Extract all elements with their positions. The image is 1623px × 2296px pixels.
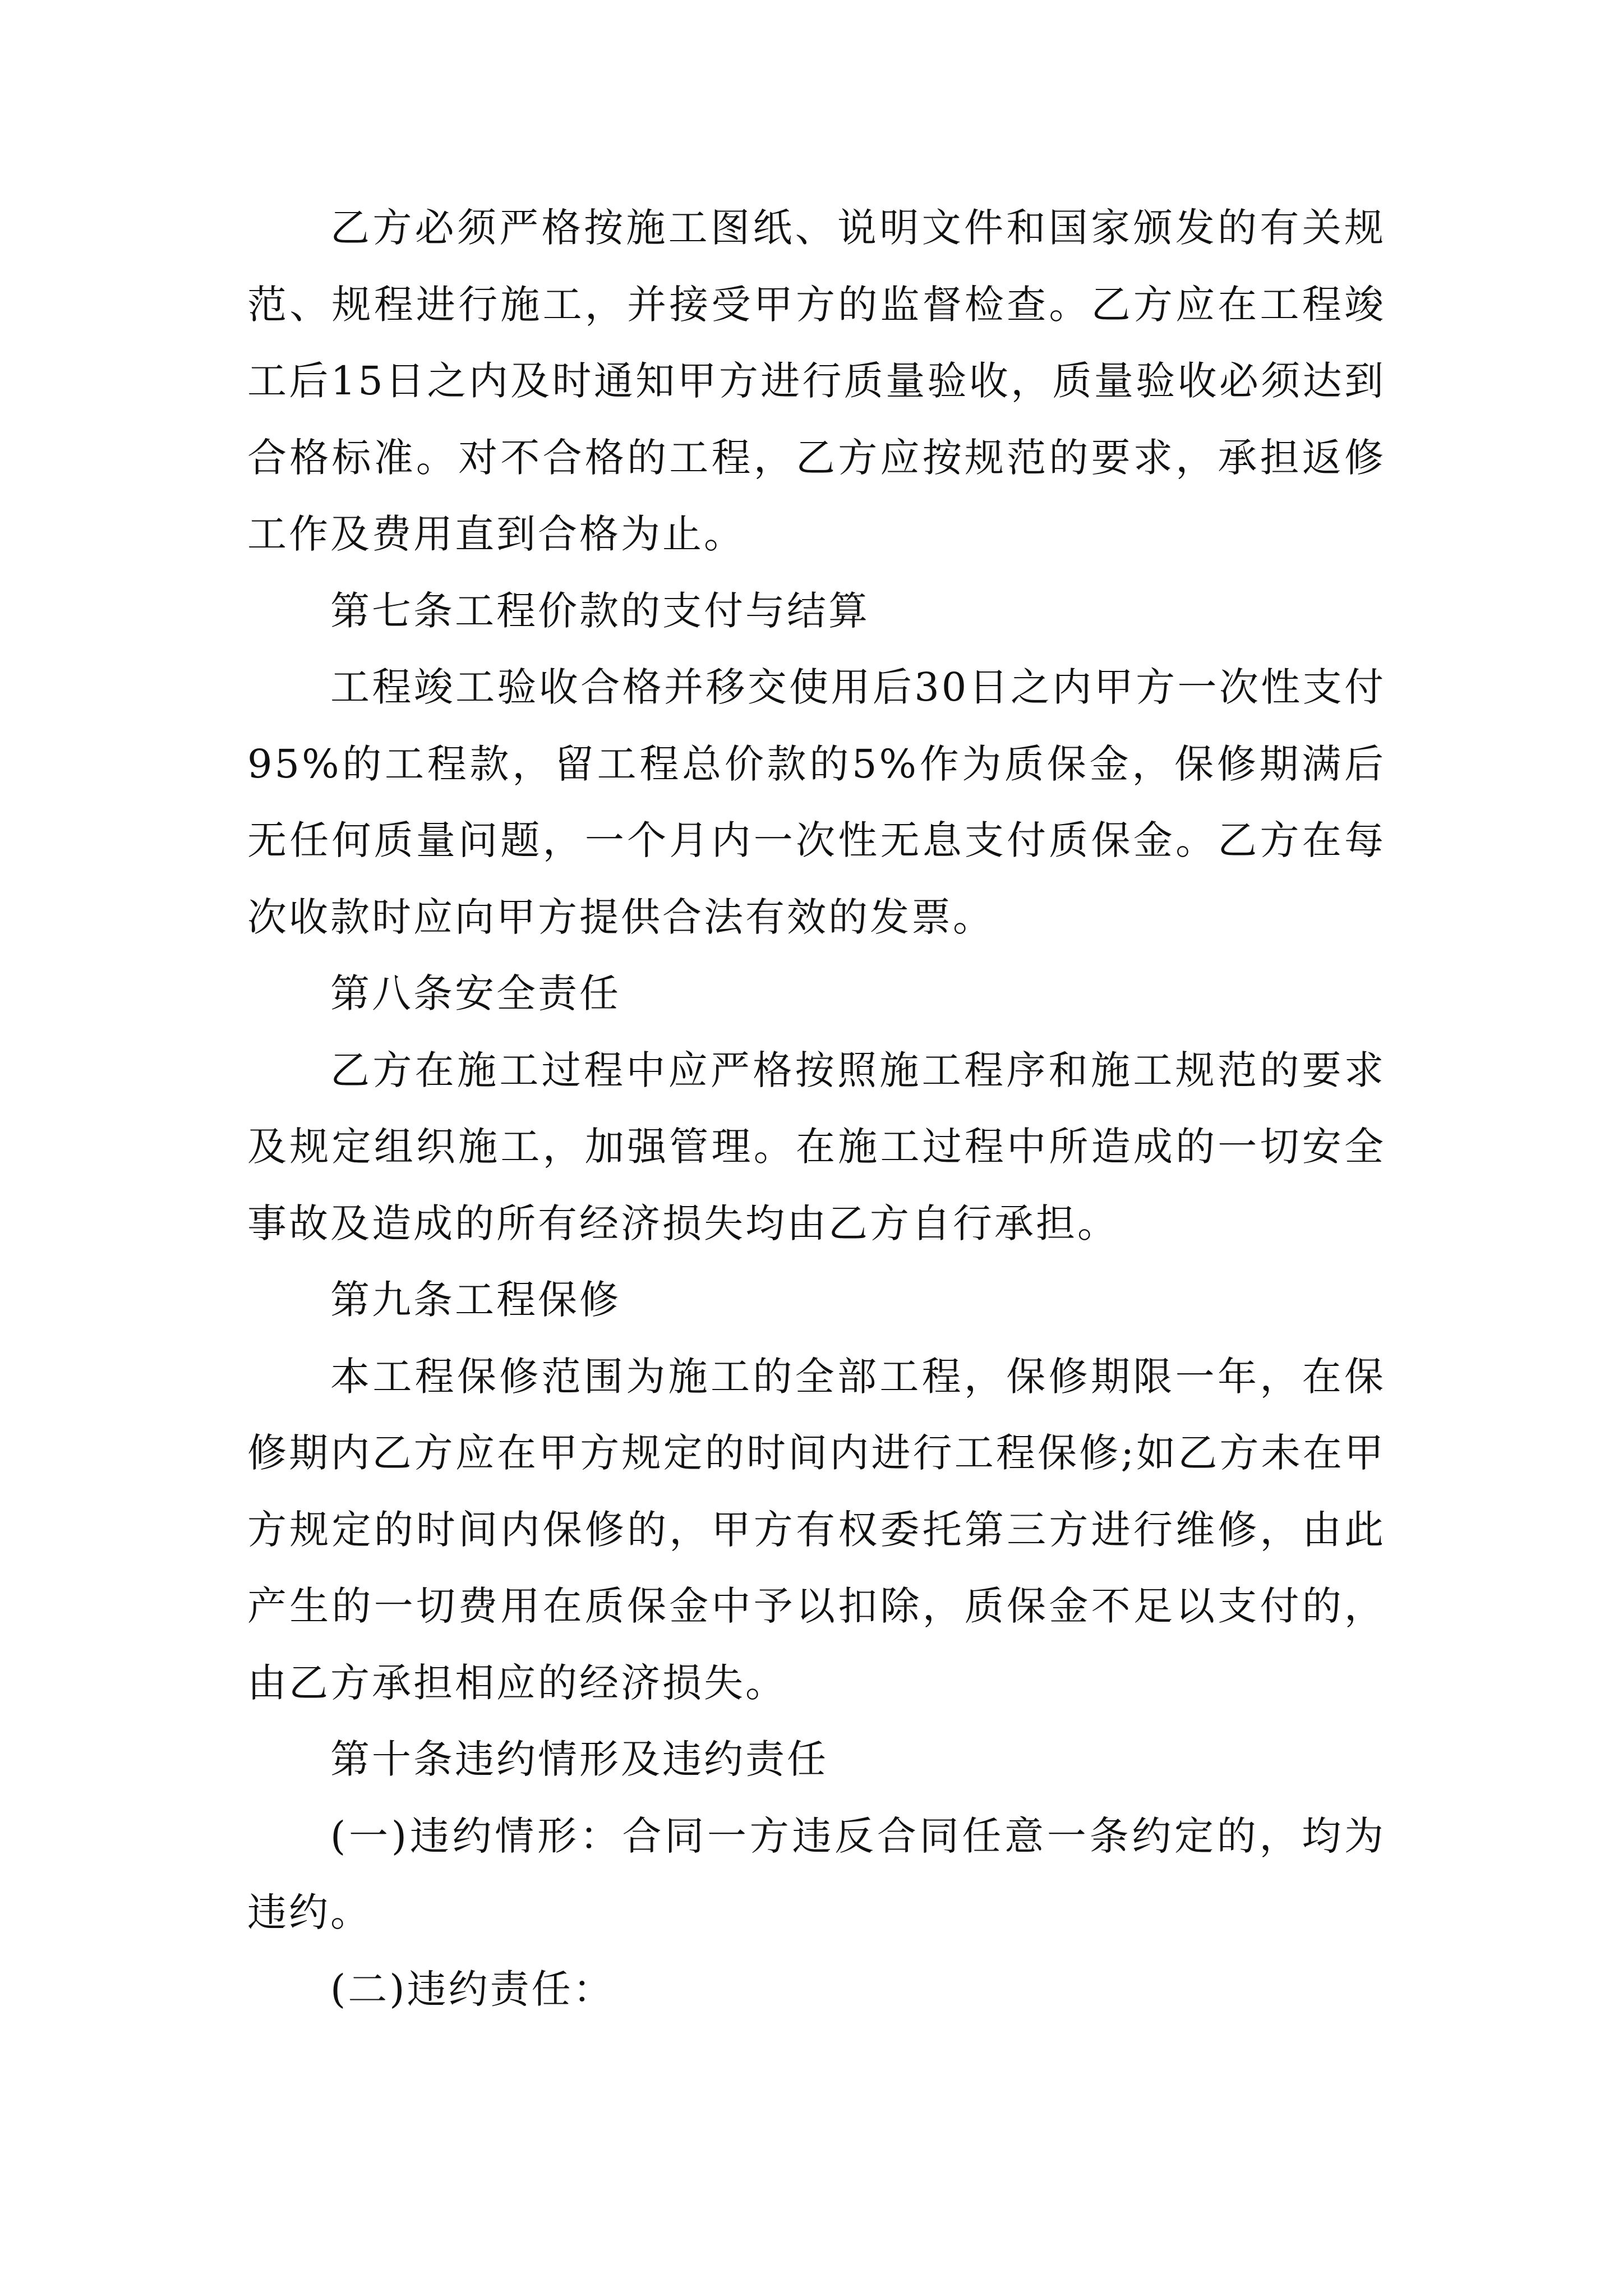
- paragraph-quality-acceptance: 乙方必须严格按施工图纸、说明文件和国家颁发的有关规范、规程进行施工，并接受甲方的监督检查。乙方应在工程竣工后15日之内及时通知甲方进行质量验收，质量验收必须达到合格标准。对不合格的工程，乙方应按规范的要求，承担返修工作及费用直到合格为止。: [247, 205, 1386, 557]
- article-9-heading: 第九条工程保修: [330, 1277, 621, 1323]
- article-7-heading: 第七条工程价款的支付与结算: [330, 587, 870, 634]
- paragraph-payment-settlement: 工程竣工验收合格并移交使用后30日之内甲方一次性支付95%的工程款，留工程总价款的5%作为质保金，保修期满后无任何质量问题，一个月内一次性无息支付质保金。乙方在每次收款时应向甲方提供合法有效的发票。: [247, 664, 1386, 940]
- paragraph-breach-situations: (一)违约情形：合同一方违反合同任意一条约定的，均为违约。: [247, 1812, 1386, 1935]
- paragraph-safety-responsibility: 乙方在施工过程中应严格按照施工程序和施工规范的要求及规定组织施工，加强管理。在施工过程中所造成的一切安全事故及造成的所有经济损失均由乙方自行承担。: [247, 1047, 1386, 1246]
- breach-liability-heading: (二)违约责任：: [330, 1966, 615, 2012]
- article-8-heading: 第八条安全责任: [330, 970, 621, 1016]
- article-10-heading: 第十条违约情形及违约责任: [330, 1736, 828, 1782]
- paragraph-warranty: 本工程保修范围为施工的全部工程，保修期限一年，在保修期内乙方应在甲方规定的时间内进行工程保修;如乙方未在甲方规定的时间内保修的，甲方有权委托第三方进行维修，由此产生的一切费用在质保金中予以扣除，质保金不足以支付的，由乙方承担相应的经济损失。: [247, 1353, 1386, 1706]
- document-body: [247, 190, 1386, 2027]
